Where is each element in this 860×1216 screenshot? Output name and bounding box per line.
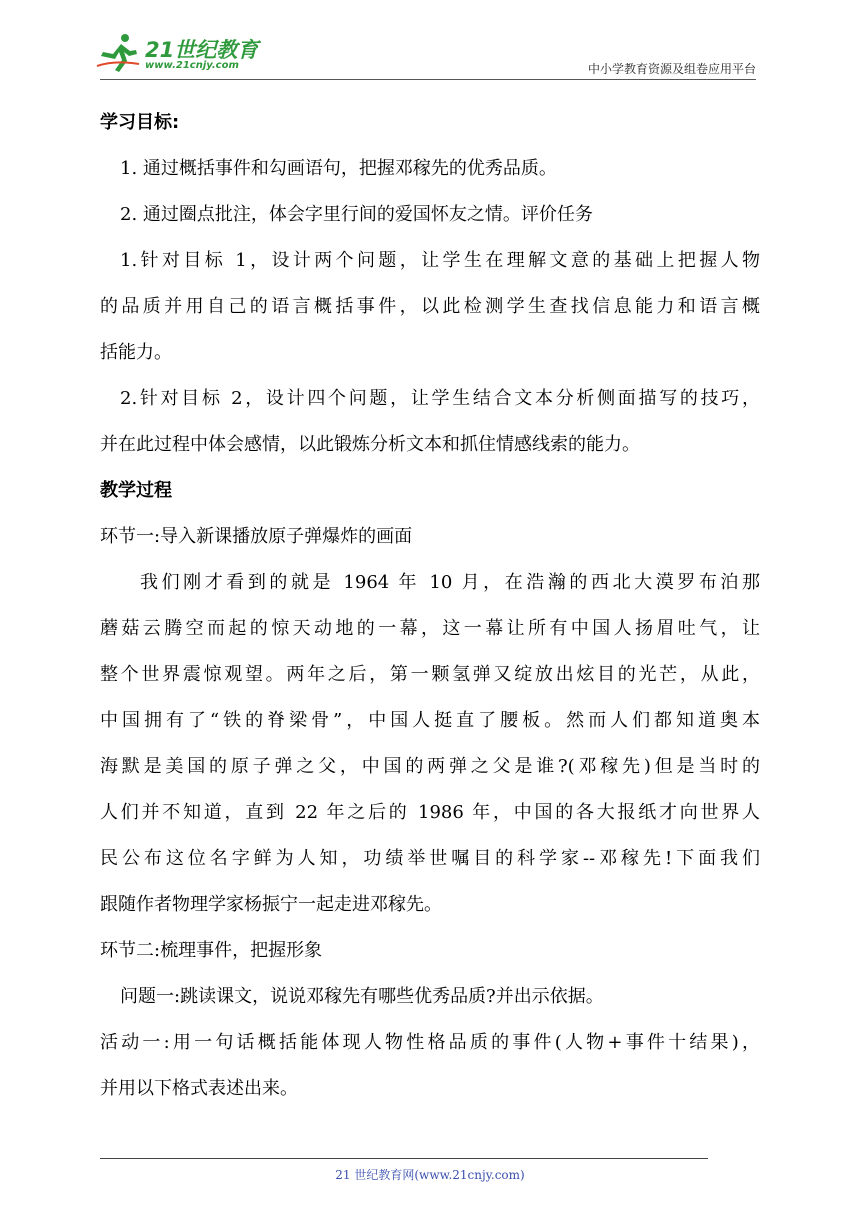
paragraph-line: 并在此过程中体会感情，以此锻炼分析文本和抓住情感线索的能力。	[100, 434, 640, 455]
footer-divider	[100, 1158, 708, 1159]
footer-link[interactable]: 21 世纪教育网(www.21cnjy.com)	[335, 1168, 525, 1182]
goals-heading: 学习目标:	[100, 112, 180, 133]
runner-icon	[95, 32, 145, 76]
paragraph-line: 的品质并用自己的语言概括事件，以此检测学生查找信息能力和语言概	[100, 296, 760, 317]
site-logo[interactable]	[95, 32, 265, 78]
paragraph-line: 人们并不知道，直到 22 年之后的 1986 年，中国的各大报纸才向世界人	[100, 802, 760, 823]
step-title: 环节一:导入新课播放原子弹爆炸的画面	[100, 526, 413, 547]
paragraph-line: 我们刚才看到的就是 1964 年 10 月，在浩瀚的西北大漠罗布泊那	[140, 572, 760, 593]
paragraph-line: 跟随作者物理学家杨振宁一起走进邓稼先。	[100, 894, 442, 915]
goal-item: 1. 通过概括事件和勾画语句，把握邓稼先的优秀品质。	[120, 158, 557, 179]
paragraph-line: 海默是美国的原子弹之父，中国的两弹之父是谁?(邓稼先)但是当时的	[100, 756, 760, 777]
goal-item: 2. 通过圈点批注，体会字里行间的爱国怀友之情。评价任务	[120, 204, 593, 225]
paragraph-line: 民公布这位名字鲜为人知，功绩举世嘱目的科学家--邓稼先!下面我们	[100, 848, 760, 869]
paragraph-line: 蘑菇云腾空而起的惊天动地的一幕，这一幕让所有中国人扬眉吐气，让	[100, 618, 760, 639]
page-header	[0, 0, 860, 80]
step-title: 环节二:梳理事件，把握形象	[100, 940, 323, 961]
logo-title: 21世纪教育	[145, 38, 259, 62]
activity-line: 活动一:用一句话概括能体现人物性格品质的事件(人物+事件十结果)，	[100, 1032, 760, 1053]
process-heading: 教学过程	[100, 480, 172, 501]
platform-name: 中小学教育资源及组卷应用平台	[587, 62, 756, 76]
paragraph-line: 括能力。	[100, 342, 172, 363]
question-line: 问题一:跳读课文，说说邓稼先有哪些优秀品质?并出示依据。	[120, 986, 604, 1007]
logo-url: www.21cnjy.com	[145, 60, 239, 71]
header-divider	[100, 79, 756, 80]
paragraph-line: 2.针对目标 2，设计四个问题，让学生结合文本分析侧面描写的技巧，	[120, 388, 760, 409]
paragraph-line: 整个世界震惊观望。两年之后，第一颗氢弹又绽放出炫目的光芒，从此，	[100, 664, 760, 685]
document-body	[100, 100, 760, 1112]
activity-line: 并用以下格式表述出来。	[100, 1078, 298, 1099]
paragraph-line: 中国拥有了“铁的脊梁骨”，中国人挺直了腰板。然而人们都知道奥本	[100, 710, 760, 731]
paragraph-line: 1.针对目标 1，设计两个问题，让学生在理解文意的基础上把握人物	[120, 250, 760, 271]
